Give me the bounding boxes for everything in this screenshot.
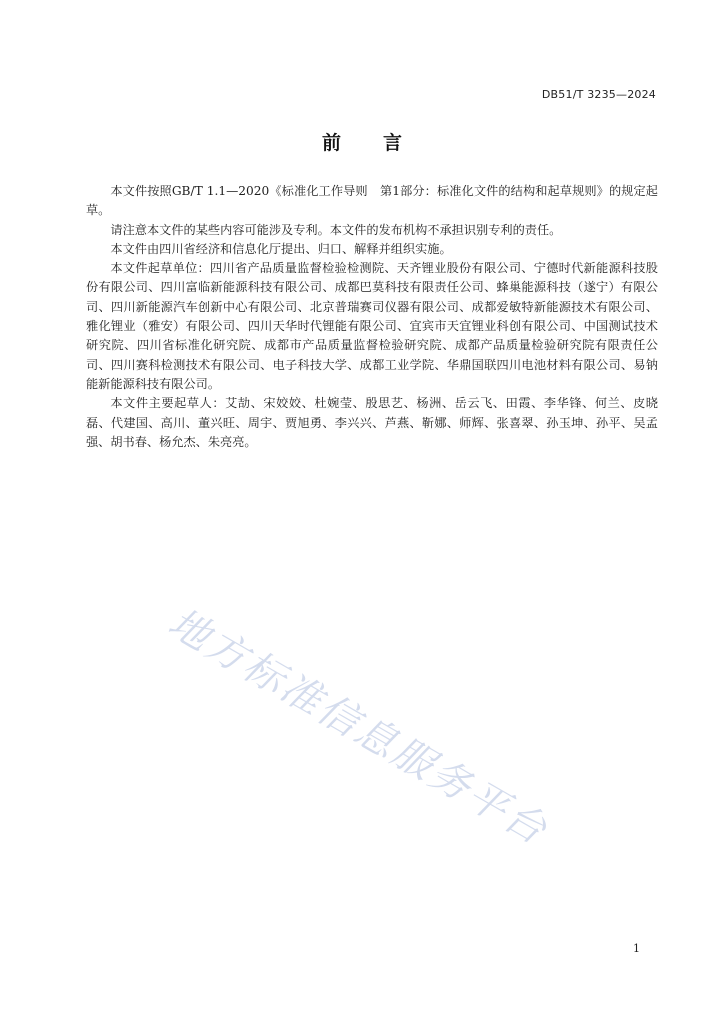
page-title: [0, 128, 724, 155]
paragraph-proposer: 本文件由四川省经济和信息化厅提出、归口、解释并组织实施。: [110, 241, 452, 256]
paragraph-drafting-organizations: 本文件起草单位：四川省产品质量监督检验检测院、天齐锂业股份有限公司、宁德时代新能源科技股份有限公司、四川富临新能源科技有限公司、成都巴莫科技有限责任公司、蜂巢能源科技（遂宁）有限公司、四川新能源汽车创新中心有限公司、北京普瑞赛司仪器有限公司、成都爱敏特新能源技术有限公司、雅化锂业（雅安）有限公司、四川天华时代锂能有限公司、宜宾市天宜锂业科创有限公司、中国测试技术研究院、四川省标准化研究院、成都市产品质量监督检验研究院、成都产品质量检验研究院有限责任公司、四川赛科检测技术有限公司、电子科技大学、成都工业学院、华鼎国联四川电池材料有限公司、易钠能新能源科技有限公司。: [86, 261, 658, 391]
page-title-char-2: 言: [383, 132, 403, 154]
paragraph-drafters: 本文件主要起草人：艾劼、宋姣姣、杜婉莹、殷思艺、杨洲、岳云飞、田霞、李华锋、何兰、皮晓磊、代建国、高川、董兴旺、周宇、贾旭勇、李兴兴、芦燕、靳娜、师辉、张喜翠、孙玉坤、孙平、吴孟强、胡书春、杨允杰、朱亮亮。: [86, 396, 658, 449]
paragraph-drafting-rules: 本文件按照GB/T 1.1—2020《标准化工作导则 第1部分：标准化文件的结构和起草规则》的规定起草。: [86, 184, 658, 218]
page-number: 1: [633, 942, 640, 955]
paragraph-patent-notice: 请注意本文件的某些内容可能涉及专利。本文件的发布机构不承担识别专利的责任。: [110, 222, 562, 237]
watermark: 地方标准信息服务平台: [160, 599, 556, 855]
foreword-body: [86, 182, 658, 452]
page-title-char-1: 前: [321, 132, 341, 154]
standard-code: DB51/T 3235—2024: [541, 88, 656, 101]
